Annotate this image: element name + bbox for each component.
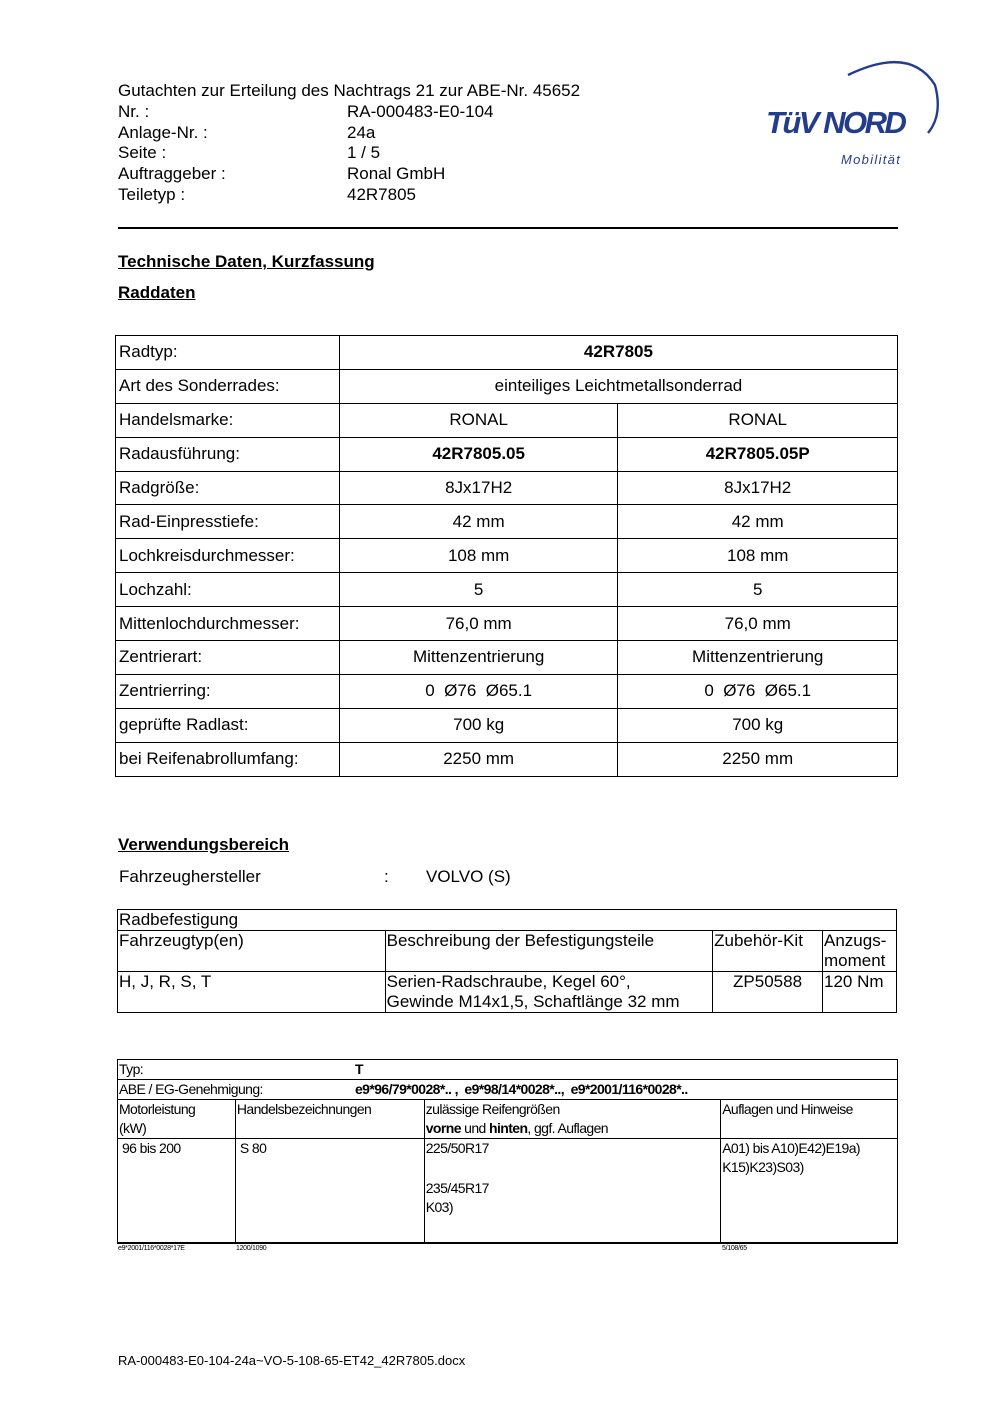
row-label: Rad-Einpresstiefe: xyxy=(116,505,340,539)
header-line: zulässige Reifengrößen xyxy=(425,1101,560,1117)
engine-power: 96 bis 200 xyxy=(118,1139,236,1243)
row-label: Lochzahl: xyxy=(116,573,340,607)
cell-variant-a: 2250 mm xyxy=(339,742,618,776)
torque-header-line: Anzugs- xyxy=(824,931,887,950)
cell-variant-b: 42R7805.05P xyxy=(618,437,898,471)
footer-approval-code: e9*2001/116*0028*17E xyxy=(118,1245,185,1252)
cell-variant-b: 8Jx17H2 xyxy=(618,471,898,505)
column-header-torque xyxy=(823,931,897,972)
column-header-names: Handelsbezeichnungen xyxy=(235,1100,424,1139)
approval-row xyxy=(118,1080,898,1100)
cell-variant-b: 76,0 mm xyxy=(618,607,898,641)
description-line: Serien-Radschraube, Kegel 60°, xyxy=(386,972,631,991)
accessory-kit: ZP50588 xyxy=(713,972,823,1013)
column-header: Zubehör-Kit xyxy=(713,931,823,972)
notes xyxy=(721,1139,898,1243)
fixing-caption: Radbefestigung xyxy=(118,910,897,931)
table-row xyxy=(116,573,898,607)
table-row xyxy=(116,403,898,437)
row-label: Handelsmarke: xyxy=(116,403,340,437)
table-row xyxy=(118,1139,898,1243)
field-value: Ronal GmbH xyxy=(347,164,446,184)
description-line: Gewinde M14x1,5, Schaftlänge 32 mm xyxy=(386,992,680,1011)
header-conditions: , ggf. Auflagen xyxy=(527,1120,608,1136)
table-row xyxy=(118,1080,898,1100)
cell-variant-b: 700 kg xyxy=(618,708,898,742)
notes-line: A01) bis A10)E42)E19a) xyxy=(722,1140,860,1156)
table-row xyxy=(116,742,898,776)
cell-variant-a: 108 mm xyxy=(339,539,618,573)
table-row xyxy=(118,972,897,1013)
column-header: Beschreibung der Befestigungsteile xyxy=(385,931,712,972)
manufacturer-label: Fahrzeughersteller xyxy=(119,867,261,886)
table-row xyxy=(116,505,898,539)
footer-code: 1200/1090 xyxy=(236,1245,267,1252)
row-label: Radtyp: xyxy=(116,336,340,370)
fixing-description xyxy=(385,972,712,1013)
header-line: (kW) xyxy=(119,1120,147,1136)
field-label: Nr. : xyxy=(118,101,150,121)
cell-variant-a: 700 kg xyxy=(339,708,618,742)
field-label: Auftraggeber : xyxy=(118,164,226,184)
cell-variant-a: 8Jx17H2 xyxy=(339,471,618,505)
type-row xyxy=(118,1060,898,1080)
header-field-nr xyxy=(118,102,580,123)
row-label: Radausführung: xyxy=(116,437,340,471)
section-title-usage: Verwendungsbereich xyxy=(118,835,289,854)
cell-variant-a: 76,0 mm xyxy=(339,607,618,641)
section-title-technical: Technische Daten, Kurzfassung xyxy=(118,252,375,271)
header-line xyxy=(426,1119,719,1138)
field-label: Anlage-Nr. : xyxy=(118,122,208,142)
vehicle-types: H, J, R, S, T xyxy=(118,972,386,1013)
cell-variant-b: 5 xyxy=(618,573,898,607)
type-value: T xyxy=(355,1061,363,1077)
header-front: vorne xyxy=(425,1120,461,1136)
report-title: Gutachten zur Erteilung des Nachtrags 21 zur ABE-Nr. 45652 xyxy=(118,81,581,100)
notes-line: K15)K23)S03) xyxy=(722,1159,804,1175)
table-row xyxy=(118,1060,898,1080)
cell-variant-a: 42R7805.05 xyxy=(339,437,618,471)
wheel-data-table xyxy=(115,335,898,777)
column-header-power xyxy=(118,1100,236,1139)
torque-value: 120 Nm xyxy=(823,972,897,1013)
cell-variant-a: 42 mm xyxy=(339,505,618,539)
row-label: Radgröße: xyxy=(116,471,340,505)
cell-variant-a: Mittenzentrierung xyxy=(339,641,618,675)
footer-pcd: 5/108/65 xyxy=(722,1245,747,1252)
type-approval-table xyxy=(117,1059,898,1244)
header-line: Motorleistung xyxy=(119,1101,196,1117)
table-row xyxy=(116,641,898,675)
table-row xyxy=(118,910,897,931)
header-field-teiletyp xyxy=(118,185,580,206)
cell-variant-b: 0 Ø76 Ø65.1 xyxy=(618,674,898,708)
row-label: bei Reifenabrollumfang: xyxy=(116,742,340,776)
tyre-size: 225/50R17 xyxy=(425,1140,489,1156)
row-label: geprüfte Radlast: xyxy=(116,708,340,742)
field-label: Teiletyp : xyxy=(118,184,186,204)
field-value: 24a xyxy=(347,122,376,142)
field-value: RA-000483-E0-104 xyxy=(347,101,494,121)
header-field-auftraggeber xyxy=(118,164,580,185)
table-header-row xyxy=(118,931,897,972)
column-header-notes: Auflagen und Hinweise xyxy=(721,1100,898,1139)
table-row xyxy=(116,437,898,471)
approval-label: ABE / EG-Genehmigung: xyxy=(119,1081,263,1097)
document-filename: RA-000483-E0-104-24a~VO-5-108-65-ET42_42R7805.docx xyxy=(118,1353,466,1368)
field-value: 42R7805 xyxy=(347,184,417,204)
torque-header-line: moment xyxy=(824,951,886,970)
row-label: Zentrierart: xyxy=(116,641,340,675)
cell-variant-a: RONAL xyxy=(339,403,618,437)
manufacturer-separator: : xyxy=(384,867,389,886)
table-row xyxy=(116,539,898,573)
section-title-raddaten: Raddaten xyxy=(118,283,196,302)
header-field-seite xyxy=(118,143,580,164)
trade-name: S 80 xyxy=(235,1139,424,1243)
header-and: und xyxy=(460,1120,490,1136)
table-row xyxy=(116,336,898,370)
table-row xyxy=(116,369,898,403)
tyre-size: 235/45R17 xyxy=(425,1180,489,1196)
logo-brand-text: TüV NORD xyxy=(766,105,905,140)
header-divider xyxy=(118,227,898,229)
art-value: einteiliges Leichtmetallsonderrad xyxy=(339,369,897,403)
table-row xyxy=(116,607,898,641)
row-label: Art des Sonderrades: xyxy=(116,369,340,403)
column-header-tyres xyxy=(424,1100,720,1139)
cell-variant-a: 0 Ø76 Ø65.1 xyxy=(339,674,618,708)
document-header xyxy=(118,81,580,206)
manufacturer-value: VOLVO (S) xyxy=(426,867,511,886)
column-header: Fahrzeugtyp(en) xyxy=(118,931,386,972)
cell-variant-b: RONAL xyxy=(618,403,898,437)
approval-value: e9*96/79*0028*.. , e9*98/14*0028*.., e9*2001/116*0028*.. xyxy=(355,1081,688,1097)
wheel-fixing-table xyxy=(117,909,897,1013)
table-row xyxy=(116,471,898,505)
radtyp-value: 42R7805 xyxy=(339,336,897,370)
logo-subtitle: Mobilität xyxy=(841,152,902,167)
field-value: 1 / 5 xyxy=(347,143,381,163)
cell-variant-b: Mittenzentrierung xyxy=(618,641,898,675)
header-field-anlage xyxy=(118,123,580,144)
table-row xyxy=(116,674,898,708)
cell-variant-a: 5 xyxy=(339,573,618,607)
cell-variant-b: 108 mm xyxy=(618,539,898,573)
tyre-note: K03) xyxy=(425,1199,453,1215)
cell-variant-b: 2250 mm xyxy=(618,742,898,776)
tyre-sizes xyxy=(424,1139,720,1243)
field-label: Seite : xyxy=(118,143,167,163)
tuev-nord-logo xyxy=(760,55,945,175)
table-header-row xyxy=(118,1100,898,1139)
cell-variant-b: 42 mm xyxy=(618,505,898,539)
header-rear: hinten xyxy=(489,1120,528,1136)
row-label: Lochkreisdurchmesser: xyxy=(116,539,340,573)
row-label: Mittenlochdurchmesser: xyxy=(116,607,340,641)
table-row xyxy=(116,708,898,742)
type-label: Typ: xyxy=(119,1061,144,1077)
row-label: Zentrierring: xyxy=(116,674,340,708)
